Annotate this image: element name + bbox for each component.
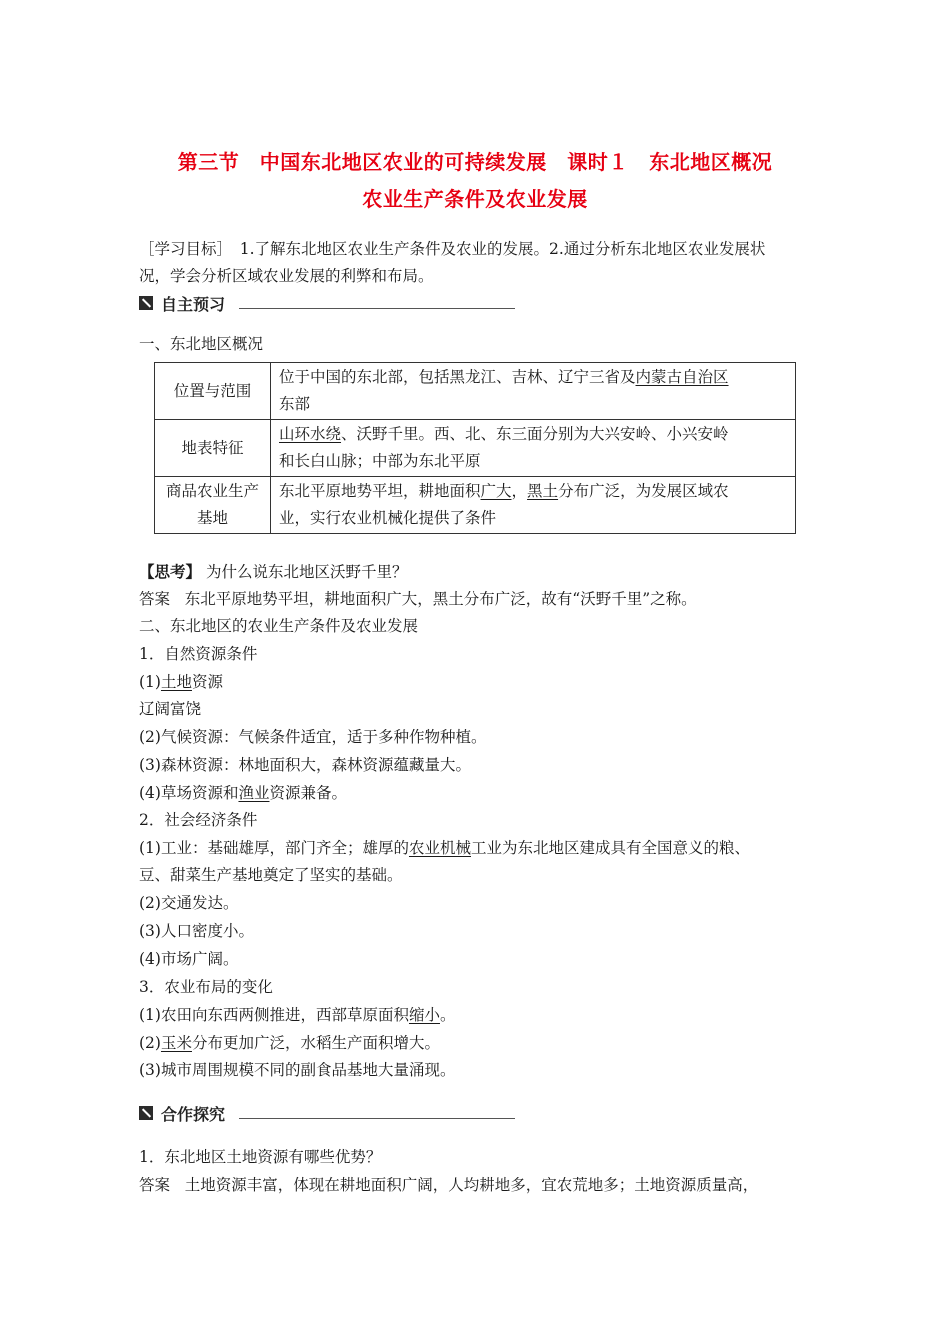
think-question: [139, 559, 819, 586]
answer-label: 答案: [139, 590, 171, 608]
underlined-answer: 农业机械: [408, 839, 471, 857]
list-item: (2)交通发达。: [139, 894, 239, 912]
underlined-answer: 山环水绕: [279, 425, 342, 443]
list-item: [139, 1030, 819, 1057]
underlined-answer: 广大: [480, 482, 512, 500]
cell-text: 位于中国的东北部，包括黑龙江、吉林、辽宁三省及: [279, 368, 636, 386]
list-item: [139, 1002, 819, 1029]
table-row-header: [155, 477, 271, 534]
explore-answer: [139, 1172, 819, 1199]
list-item: 豆、甜菜生产基地奠定了坚实的基础。: [139, 866, 403, 884]
section-marker-icon: [139, 1106, 153, 1120]
table-cell: [271, 363, 796, 420]
section-marker-icon: [139, 296, 153, 310]
think-answer: [139, 586, 819, 613]
underlined-answer: 玉米: [160, 1034, 192, 1052]
underlined-answer: 土地: [160, 673, 192, 691]
cell-text: 东部: [279, 395, 311, 413]
table-row: [155, 477, 796, 534]
table-row: [155, 420, 796, 477]
header-text: 基地: [196, 509, 228, 527]
cell-text: ，: [511, 482, 528, 500]
item-text: (1)农田向东西两侧推进，西部草原面积: [139, 1006, 409, 1024]
cell-text: 、沃野千里。西、北、东三面分别为大兴安岭、小兴安岭: [341, 425, 729, 443]
item-text: (1)工业：基础雄厚，部门齐全；雄厚的: [139, 839, 409, 857]
section-title: 自主预习: [161, 294, 226, 314]
section-divider: [239, 308, 515, 309]
answer-text: 东北平原地势平坦，耕地面积广大，黑土分布广泛，故有“沃野千里”之称。: [184, 590, 697, 608]
question-text: 为什么说东北地区沃野千里？: [205, 563, 408, 581]
learning-objective-line1: ［学习目标］ 1.了解东北地区农业生产条件及农业的发展。2.通过分析东北地区农业发展状: [139, 240, 766, 258]
table-row: [155, 363, 796, 420]
list-item: (3)森林资源：林地面积大，森林资源蕴藏量大。: [139, 756, 471, 774]
explore-question: 1．东北地区土地资源有哪些优势？: [139, 1148, 382, 1166]
underlined-answer: 缩小: [408, 1006, 440, 1024]
part2-heading: 二、东北地区的农业生产条件及农业发展: [139, 617, 419, 635]
underlined-answer: 内蒙古自治区: [635, 368, 729, 386]
lesson-title-line1: 第三节 中国东北地区农业的可持续发展 课时１ 东北地区概况: [177, 150, 773, 174]
item-text: 工业为东北地区建成具有全国意义的粮、: [470, 839, 750, 857]
list-item: [139, 780, 819, 807]
cell-text: 业，实行农业机械化提供了条件: [279, 509, 497, 527]
list-item: [139, 669, 819, 696]
list-item: (3)人口密度小。: [139, 922, 254, 940]
item-text: (4)草场资源和: [139, 784, 239, 802]
item-text: 分布更加广泛，水稻生产面积增大。: [191, 1034, 440, 1052]
section-divider: [239, 1118, 515, 1119]
table-cell: [271, 477, 796, 534]
cell-text: 和长白山脉；中部为东北平原: [279, 452, 481, 470]
item-text: (1): [139, 673, 161, 691]
section-header-explore: [139, 1101, 515, 1125]
item-text: 资源: [191, 673, 223, 691]
list-item: 辽阔富饶: [139, 700, 202, 718]
list-item: (2)气候资源：气候条件适宜，适于多种作物种植。: [139, 728, 487, 746]
part1-heading: 一、东北地区概况: [139, 335, 264, 353]
section-title: 合作探究: [161, 1104, 226, 1124]
header-text: 商品农业生产: [165, 482, 259, 500]
item-text: 资源兼备。: [269, 784, 347, 802]
subheading-natural: 1．自然资源条件: [139, 645, 258, 663]
subheading-social: 2．社会经济条件: [139, 811, 258, 829]
learning-objective-line2: 况，学会分析区域农业发展的利弊和布局。: [139, 267, 434, 285]
list-item: (3)城市周围规模不同的副食品基地大量涌现。: [139, 1061, 456, 1079]
section-header-preview: [139, 291, 515, 315]
think-label: 【思考】: [139, 563, 202, 581]
table-row-header: 地表特征: [155, 420, 271, 477]
item-text: 。: [439, 1006, 456, 1024]
cell-text: 分布广泛，为发展区域农: [558, 482, 729, 500]
table-row-header: 位置与范围: [155, 363, 271, 420]
underlined-answer: 黑土: [527, 482, 559, 500]
answer-label: 答案: [139, 1176, 171, 1194]
list-item: [139, 835, 819, 862]
table-cell: [271, 420, 796, 477]
cell-text: 东北平原地势平坦，耕地面积: [279, 482, 481, 500]
overview-table: [154, 362, 796, 534]
item-text: (2): [139, 1034, 161, 1052]
lesson-title-line2: 农业生产条件及农业发展: [362, 187, 588, 211]
answer-text: 土地资源丰富，体现在耕地面积广阔，人均耕地多，宜农荒地多；土地资源质量高，: [184, 1176, 759, 1194]
subheading-layout: 3．农业布局的变化: [139, 978, 273, 996]
underlined-answer: 渔业: [238, 784, 270, 802]
list-item: (4)市场广阔。: [139, 950, 239, 968]
